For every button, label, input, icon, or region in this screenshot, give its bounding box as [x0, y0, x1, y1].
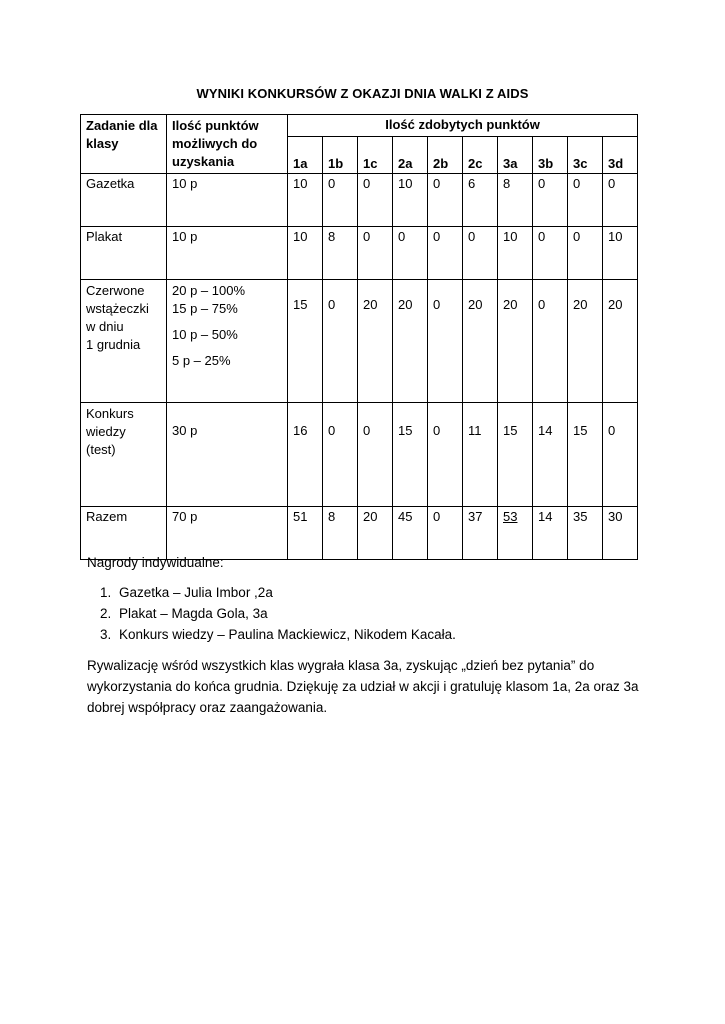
score-cell: 16 [288, 403, 323, 507]
score-cell: 0 [323, 174, 358, 227]
points-scale-line: 20 p – 100% [172, 283, 246, 298]
score-cell: 20 [463, 280, 498, 403]
points-scale-line: 15 p – 75% [172, 301, 238, 316]
score-cell: 10 [498, 227, 533, 280]
class-header: 3c [568, 136, 603, 173]
score-cell: 20 [393, 280, 428, 403]
task-name: Plakat [81, 227, 167, 280]
header-task: Zadanie dla klasy [81, 115, 167, 174]
possible-points: 30 p [167, 403, 288, 507]
class-header: 2b [428, 136, 463, 173]
score-cell: 0 [428, 403, 463, 507]
task-name [81, 403, 167, 507]
total-cell: 37 [463, 507, 498, 560]
task-name-line: w dniu [86, 319, 124, 334]
score-cell: 0 [358, 174, 393, 227]
total-cell: 51 [288, 507, 323, 560]
points-scale-line: 10 p – 50% [172, 327, 238, 342]
score-cell: 10 [603, 227, 638, 280]
points-scale-line: 5 p – 25% [172, 353, 231, 368]
table-row [81, 174, 638, 227]
header-possible-points: Ilość punktów możliwych do uzyskania [167, 115, 288, 174]
task-name-line: Czerwone [86, 283, 145, 298]
header-earned-points: Ilość zdobytych punktów [288, 115, 638, 137]
total-cell: 35 [568, 507, 603, 560]
score-cell: 8 [498, 174, 533, 227]
score-cell: 0 [533, 280, 568, 403]
score-cell: 11 [463, 403, 498, 507]
score-cell: 20 [603, 280, 638, 403]
total-cell: 8 [323, 507, 358, 560]
possible-points: 10 p [167, 227, 288, 280]
total-cell: 20 [358, 507, 393, 560]
score-cell: 0 [358, 227, 393, 280]
table-row [81, 403, 638, 507]
score-cell: 8 [323, 227, 358, 280]
task-name: Gazetka [81, 174, 167, 227]
task-name-line: Konkurs [86, 406, 134, 421]
total-cell: 30 [603, 507, 638, 560]
total-cell: 0 [428, 507, 463, 560]
table-row [81, 280, 638, 403]
score-cell: 0 [568, 227, 603, 280]
class-header: 3b [533, 136, 568, 173]
table-row [81, 227, 638, 280]
class-header: 3d [603, 136, 638, 173]
total-cell-winner [498, 507, 533, 560]
score-cell: 14 [533, 403, 568, 507]
awards-heading: Nagrody indywidualne: [87, 555, 224, 570]
table-row-total [81, 507, 638, 560]
list-item: 2. Plakat – Magda Gola, 3a [115, 603, 647, 624]
score-cell: 0 [603, 174, 638, 227]
score-cell: 0 [428, 174, 463, 227]
score-cell: 15 [288, 280, 323, 403]
score-cell: 0 [603, 403, 638, 507]
score-cell: 0 [358, 403, 393, 507]
class-header: 1c [358, 136, 393, 173]
class-header: 1a [288, 136, 323, 173]
list-item: 3. Konkurs wiedzy – Paulina Mackiewicz, Nikodem Kacała. [115, 624, 647, 645]
summary-paragraph: Rywalizację wśród wszystkich klas wygrała klasa 3a, zyskując „dzień bez pytania” do wykorzystania do końca grudnia. Dziękuję za udział w akcji i gratuluję klasom 1a, 2a oraz 3a dobrej współpracy oraz zaangażowania. [87, 658, 639, 715]
list-item: 1. Gazetka – Julia Imbor ,2a [115, 582, 647, 603]
possible-points [167, 280, 288, 403]
score-cell: 0 [428, 227, 463, 280]
score-cell: 15 [393, 403, 428, 507]
score-cell: 0 [463, 227, 498, 280]
score-cell: 0 [568, 174, 603, 227]
score-cell: 10 [288, 227, 323, 280]
score-cell: 15 [498, 403, 533, 507]
task-name-line: 1 grudnia [86, 337, 141, 352]
winner-score: 53 [503, 509, 518, 524]
task-name [81, 280, 167, 403]
score-cell: 0 [533, 174, 568, 227]
score-cell: 20 [498, 280, 533, 403]
class-header: 1b [323, 136, 358, 173]
results-table [80, 114, 638, 560]
score-cell: 10 [393, 174, 428, 227]
document-title: WYNIKI KONKURSÓW Z OKAZJI DNIA WALKI Z AIDS [196, 86, 529, 101]
score-cell: 20 [358, 280, 393, 403]
score-cell: 0 [323, 403, 358, 507]
score-cell: 15 [568, 403, 603, 507]
score-cell: 20 [568, 280, 603, 403]
total-cell: 45 [393, 507, 428, 560]
total-possible-points: 70 p [167, 507, 288, 560]
task-name-line: wstążeczki [86, 301, 149, 316]
score-cell: 0 [428, 280, 463, 403]
task-name-line: (test) [86, 442, 116, 457]
class-header: 2a [393, 136, 428, 173]
score-cell: 0 [533, 227, 568, 280]
class-header: 3a [498, 136, 533, 173]
total-cell: 14 [533, 507, 568, 560]
class-header: 2c [463, 136, 498, 173]
possible-points: 10 p [167, 174, 288, 227]
awards-list [87, 582, 647, 645]
score-cell: 0 [393, 227, 428, 280]
score-cell: 6 [463, 174, 498, 227]
score-cell: 10 [288, 174, 323, 227]
task-name-line: wiedzy [86, 424, 126, 439]
score-cell: 0 [323, 280, 358, 403]
total-label: Razem [81, 507, 167, 560]
awards-section [87, 555, 647, 718]
